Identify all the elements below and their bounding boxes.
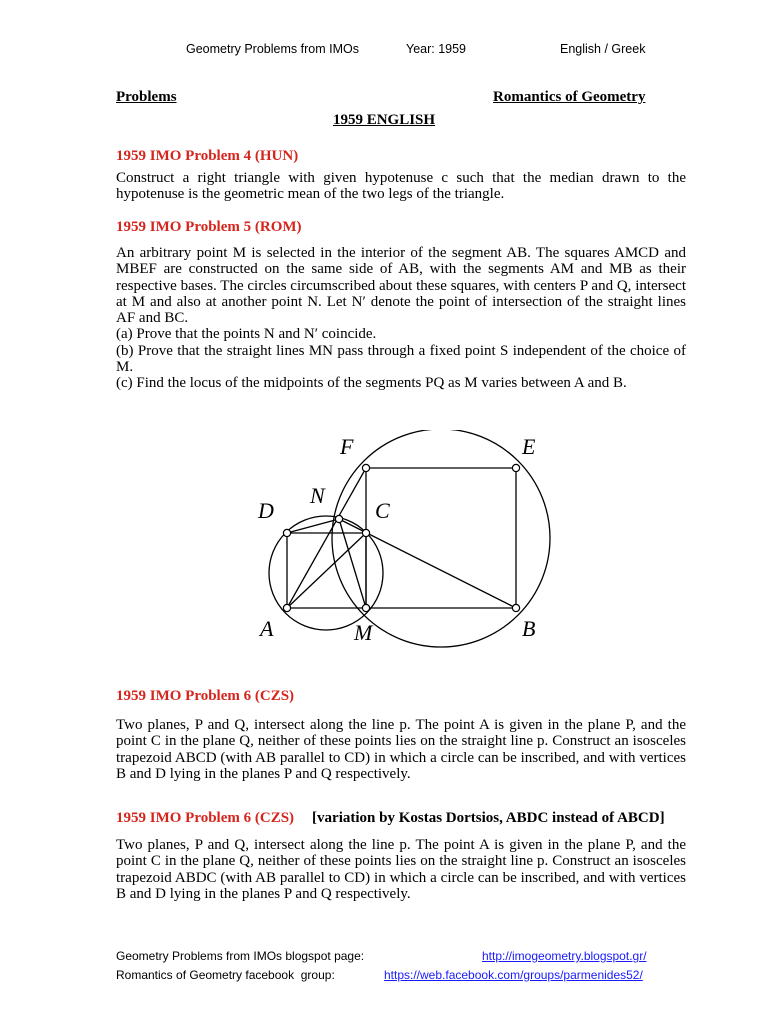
section-problems: Problems bbox=[116, 89, 177, 105]
problem-6-variation-text bbox=[116, 837, 686, 902]
footer-facebook-label: Romantics of Geometry facebook group: bbox=[116, 968, 335, 982]
label-n: N bbox=[310, 483, 325, 508]
point-d bbox=[283, 529, 290, 536]
footer-blog-link[interactable]: http://imogeometry.blogspot.gr/ bbox=[482, 949, 647, 963]
problem-6-variation-paragraph: Two planes, P and Q, intersect along the line p. The point A is given in the plane P, and the point C in the plane Q, neither of these points lies on the straight line p. Construct an isosceles trapezoid ABDC (with AB parallel to CD) in which a circle can be inscribed, and with vertices B and D lying in the planes P and Q respectively. bbox=[116, 837, 686, 902]
geometry-figure bbox=[250, 430, 560, 650]
problem-6-paragraph: Two planes, P and Q, intersect along the line p. The point A is given in the plane P, and the point C in the plane Q, neither of these points lies on the straight line p. Construct an isosceles trapezoid ABCD (with AB parallel to CD) in which a circle can be inscribed, and with vertices B and D lying in the planes P and Q respectively. bbox=[116, 717, 686, 782]
problem-6-text bbox=[116, 717, 686, 782]
problem-6-variation-heading bbox=[116, 810, 665, 827]
footer-blog-label: Geometry Problems from IMOs blogspot page: bbox=[116, 949, 365, 963]
label-d: D bbox=[258, 498, 274, 523]
problem-5-part-b: (b) Prove that the straight lines MN pass through a fixed point S independent of the choice of M. bbox=[116, 342, 686, 376]
header-language: English / Greek bbox=[560, 42, 646, 56]
point-m bbox=[362, 604, 369, 611]
point-e bbox=[512, 464, 519, 471]
header-year: Year: 1959 bbox=[406, 42, 467, 56]
label-f: F bbox=[340, 434, 354, 459]
point-a bbox=[283, 604, 290, 611]
problem-4-paragraph: Construct a right triangle with given hypotenuse c such that the median drawn to the hypotenuse is the geometric mean of the two legs of the triangle. bbox=[116, 170, 686, 203]
problem-5-text bbox=[116, 245, 686, 392]
point-b bbox=[512, 604, 519, 611]
variation-note: [variation by Kostas Dortsios, ABDC instead of ABCD] bbox=[312, 810, 665, 826]
page-title: 1959 ENGLISH bbox=[332, 112, 436, 128]
point-c bbox=[362, 529, 369, 536]
problem-5-heading: 1959 IMO Problem 5 (ROM) bbox=[116, 219, 302, 235]
square-mbef bbox=[366, 468, 516, 608]
label-m: M bbox=[354, 620, 373, 645]
problem-6-variation-title: 1959 IMO Problem 6 (CZS) bbox=[116, 810, 295, 826]
problem-4-text bbox=[116, 170, 686, 203]
section-romantics: Romantics of Geometry bbox=[493, 89, 646, 105]
label-a: A bbox=[260, 616, 274, 641]
line-af bbox=[287, 468, 366, 608]
point-n bbox=[335, 515, 342, 522]
problem-6-heading: 1959 IMO Problem 6 (CZS) bbox=[116, 688, 295, 704]
footer-facebook-link[interactable]: https://web.facebook.com/groups/parmenides52/ bbox=[384, 968, 643, 982]
header-left: Geometry Problems from IMOs bbox=[186, 42, 359, 56]
point-f bbox=[362, 464, 369, 471]
problem-5-part-a: (a) Prove that the points N and N′ coincide. bbox=[116, 326, 377, 343]
label-b: B bbox=[522, 616, 536, 641]
problem-5-paragraph: An arbitrary point M is selected in the interior of the segment AB. The squares AMCD and MBEF are constructed on the same side of AB, with the segments AM and MB as their respective bases. The circles circumscribed about these squares, with centers P and Q, intersect at M and also at another point N. Let N′ denote the point of intersection of the straight lines AF and BC. bbox=[116, 245, 686, 327]
problem-5-part-c: (c) Find the locus of the midpoints of the segments PQ as M varies between A and B. bbox=[116, 375, 627, 392]
label-e: E bbox=[522, 434, 536, 459]
label-c: C bbox=[375, 498, 390, 523]
problem-4-heading: 1959 IMO Problem 4 (HUN) bbox=[116, 148, 299, 164]
